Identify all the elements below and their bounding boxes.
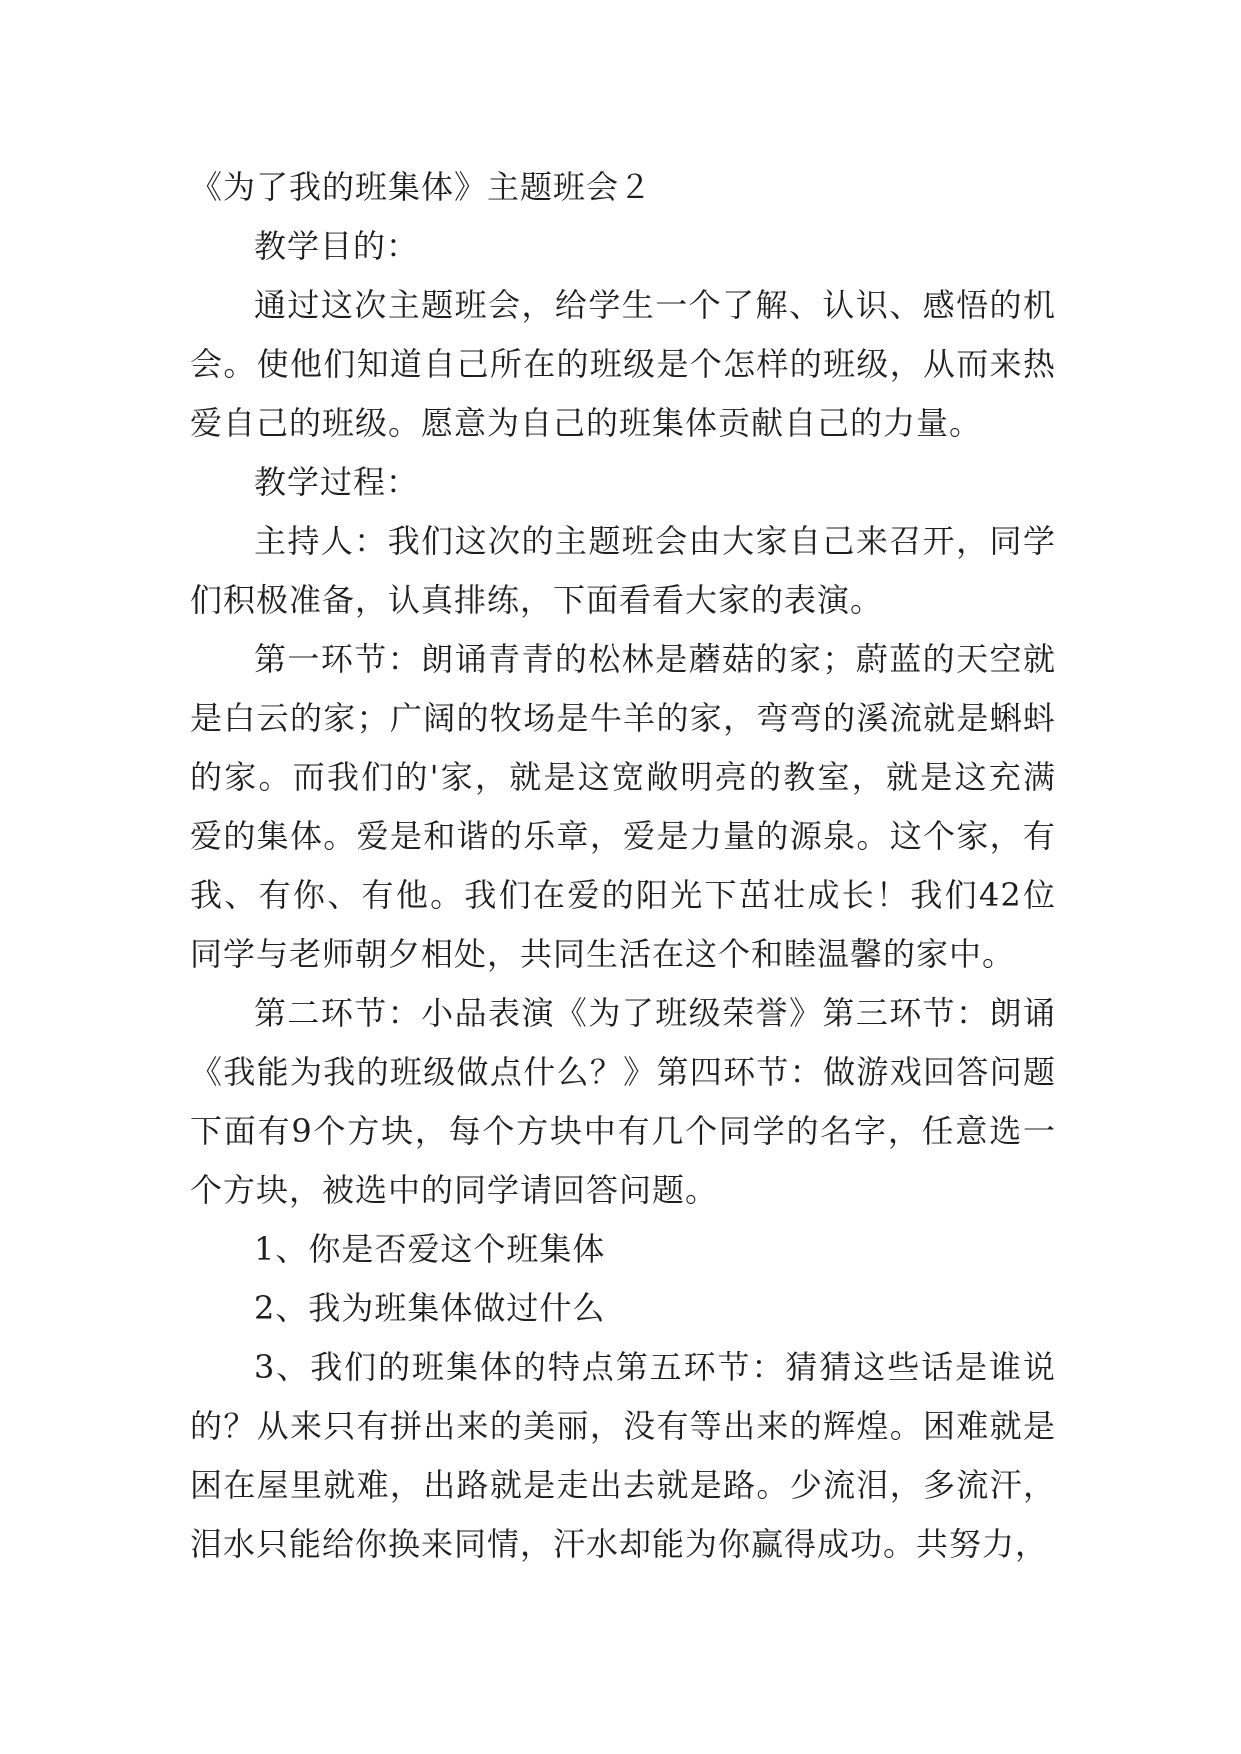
- paragraph-host: 主持人：我们这次的主题班会由大家自己来召开，同学们积极准备，认真排练，下面看看大家的表演。: [190, 522, 1056, 619]
- paragraph-section-two: 第二环节：小品表演《为了班级荣誉》第三环节：朗诵《我能为我的班级做点什么？》第四环节：做游戏回答问题下面有9个方块，每个方块中有几个同学的名字，任意选一个方块，被选中的同学请回答问题。: [190, 994, 1056, 1209]
- paragraph-section-one: 第一环节：朗诵青青的松林是蘑菇的家；蔚蓝的天空就是白云的家；广阔的牧场是牛羊的家，弯弯的溪流就是蝌蚪的家。而我们的'家，就是这宽敞明亮的教室，就是这充满爱的集体。爱是和谐的乐章，爱是力量的源泉。这个家，有我、有你、有他。我们在爱的阳光下茁壮成长！我们42位同学与老师朝夕相处，共同生活在这个和睦温馨的家中。: [190, 640, 1056, 973]
- document-body: [190, 158, 1056, 1574]
- paragraph-question-1: 1、你是否爱这个班集体: [254, 1230, 606, 1268]
- paragraph-objective-heading: 教学目的：: [254, 227, 420, 265]
- paragraph-question-2: 2、我为班集体做过什么: [254, 1289, 606, 1327]
- paragraph-question-3: 3、我们的班集体的特点第五环节：猜猜这些话是谁说的？从来只有拼出来的美丽，没有等出来的辉煌。困难就是困在屋里就难，出路就是走出去就是路。少流泪，多流汗，泪水只能给你换来同情，汗水却能为你赢得成功。共努力，: [190, 1348, 1056, 1563]
- paragraph-objective: 通过这次主题班会，给学生一个了解、认识、感悟的机会。使他们知道自己所在的班级是个怎样的班级，从而来热爱自己的班级。愿意为自己的班集体贡献自己的力量。: [190, 286, 1056, 442]
- paragraph-process-heading: 教学过程：: [254, 463, 420, 501]
- document-title: 《为了我的班集体》主题班会２: [190, 168, 653, 206]
